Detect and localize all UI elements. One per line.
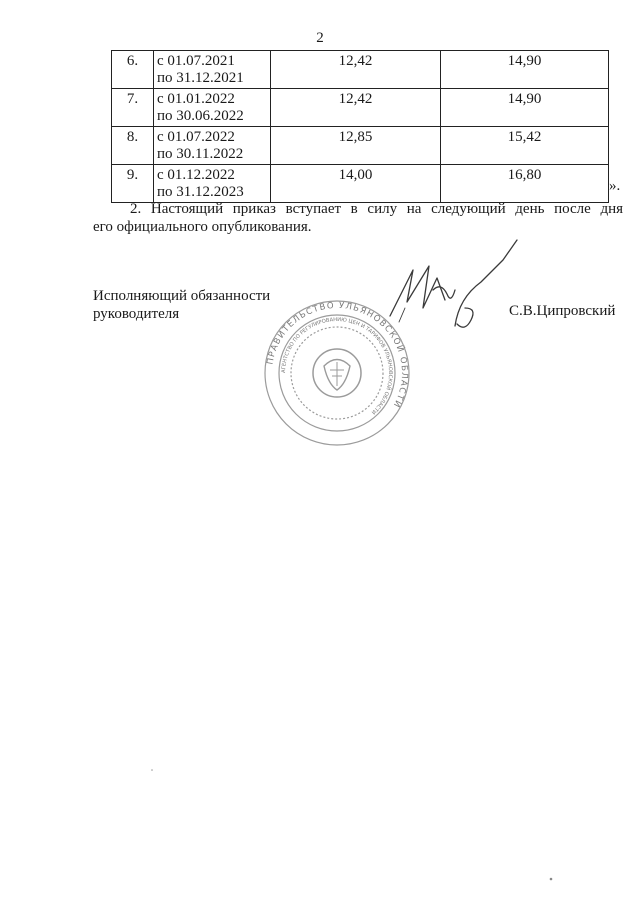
row-number-cell-text: 9. (126, 167, 139, 183)
period-cell-text: с 01.07.2021 (157, 53, 235, 69)
table-row (112, 51, 609, 89)
value-1-cell (271, 127, 441, 165)
value-1-cell (271, 89, 441, 127)
value-2-cell-text: 14,90 (507, 91, 542, 107)
page-number: 2 (316, 30, 324, 46)
value-1-cell-text: 12,42 (338, 91, 373, 107)
table-row (112, 127, 609, 165)
signatory-title-line-1: Исполняющий обязанности (93, 288, 271, 304)
value-1-cell (271, 165, 441, 203)
scan-speck (150, 768, 154, 772)
handwritten-signature (385, 238, 525, 338)
order-paragraph (93, 200, 623, 236)
period-cell (154, 51, 271, 89)
signatory-name: С.В.Ципровский (509, 303, 616, 319)
row-number-cell-text: 8. (126, 129, 139, 145)
value-2-cell-text: 15,42 (507, 129, 542, 145)
period-cell-text: с 01.07.2022 (157, 129, 235, 145)
value-1-cell (271, 51, 441, 89)
value-2-cell (441, 127, 609, 165)
signature-stroke-3 (455, 240, 517, 326)
value-2-cell (441, 51, 609, 89)
row-number-cell (112, 127, 154, 165)
table-row (112, 89, 609, 127)
seal-outer-textpath: ПРАВИТЕЛЬСТВО УЛЬЯНОВСКОЙ ОБЛАСТИ (265, 300, 410, 410)
scan-speck (548, 876, 554, 882)
signatory-title-line-2: руководителя (93, 306, 180, 322)
paragraph-line-2: его официального опубликования. (93, 219, 312, 235)
value-1-cell-text: 14,00 (338, 167, 373, 183)
seal-emblem-detail (330, 362, 344, 386)
closing-quote: ». (609, 178, 621, 194)
signature-stroke-5 (399, 308, 405, 322)
period-cell-text: по 31.12.2023 (157, 184, 244, 200)
seal-inner-textpath: АГЕНТСТВО ПО РЕГУЛИРОВАНИЮ ЦЕН И ТАРИФОВ УЛЬЯНОВСКОЙ ОБЛАСТИ (280, 316, 394, 416)
period-cell (154, 127, 271, 165)
signatory-title (93, 287, 270, 323)
value-2-cell (441, 89, 609, 127)
row-number-cell-text: 7. (126, 91, 139, 107)
row-number-cell (112, 89, 154, 127)
period-cell (154, 89, 271, 127)
value-2-cell-text: 14,90 (507, 53, 542, 69)
row-number-cell (112, 165, 154, 203)
period-cell (154, 165, 271, 203)
value-2-cell (441, 165, 609, 203)
period-cell-text: по 31.12.2021 (157, 70, 244, 86)
tariff-table-body (112, 51, 609, 203)
period-cell-text: по 30.06.2022 (157, 108, 244, 124)
period-cell-text: с 01.12.2022 (157, 167, 235, 183)
value-1-cell-text: 12,42 (338, 53, 373, 69)
tariff-table (111, 50, 609, 203)
row-number-cell (112, 51, 154, 89)
period-cell-text: с 01.01.2022 (157, 91, 235, 107)
signature-stroke-1 (390, 266, 445, 316)
table-row (112, 165, 609, 203)
period-cell-text: по 30.11.2022 (157, 146, 244, 162)
row-number-cell-text: 6. (126, 53, 139, 69)
value-2-cell-text: 16,80 (507, 167, 542, 183)
value-1-cell-text: 12,85 (338, 129, 373, 145)
paragraph-line-1: 2. Настоящий приказ вступает в силу на следующий день после дня (130, 201, 623, 217)
